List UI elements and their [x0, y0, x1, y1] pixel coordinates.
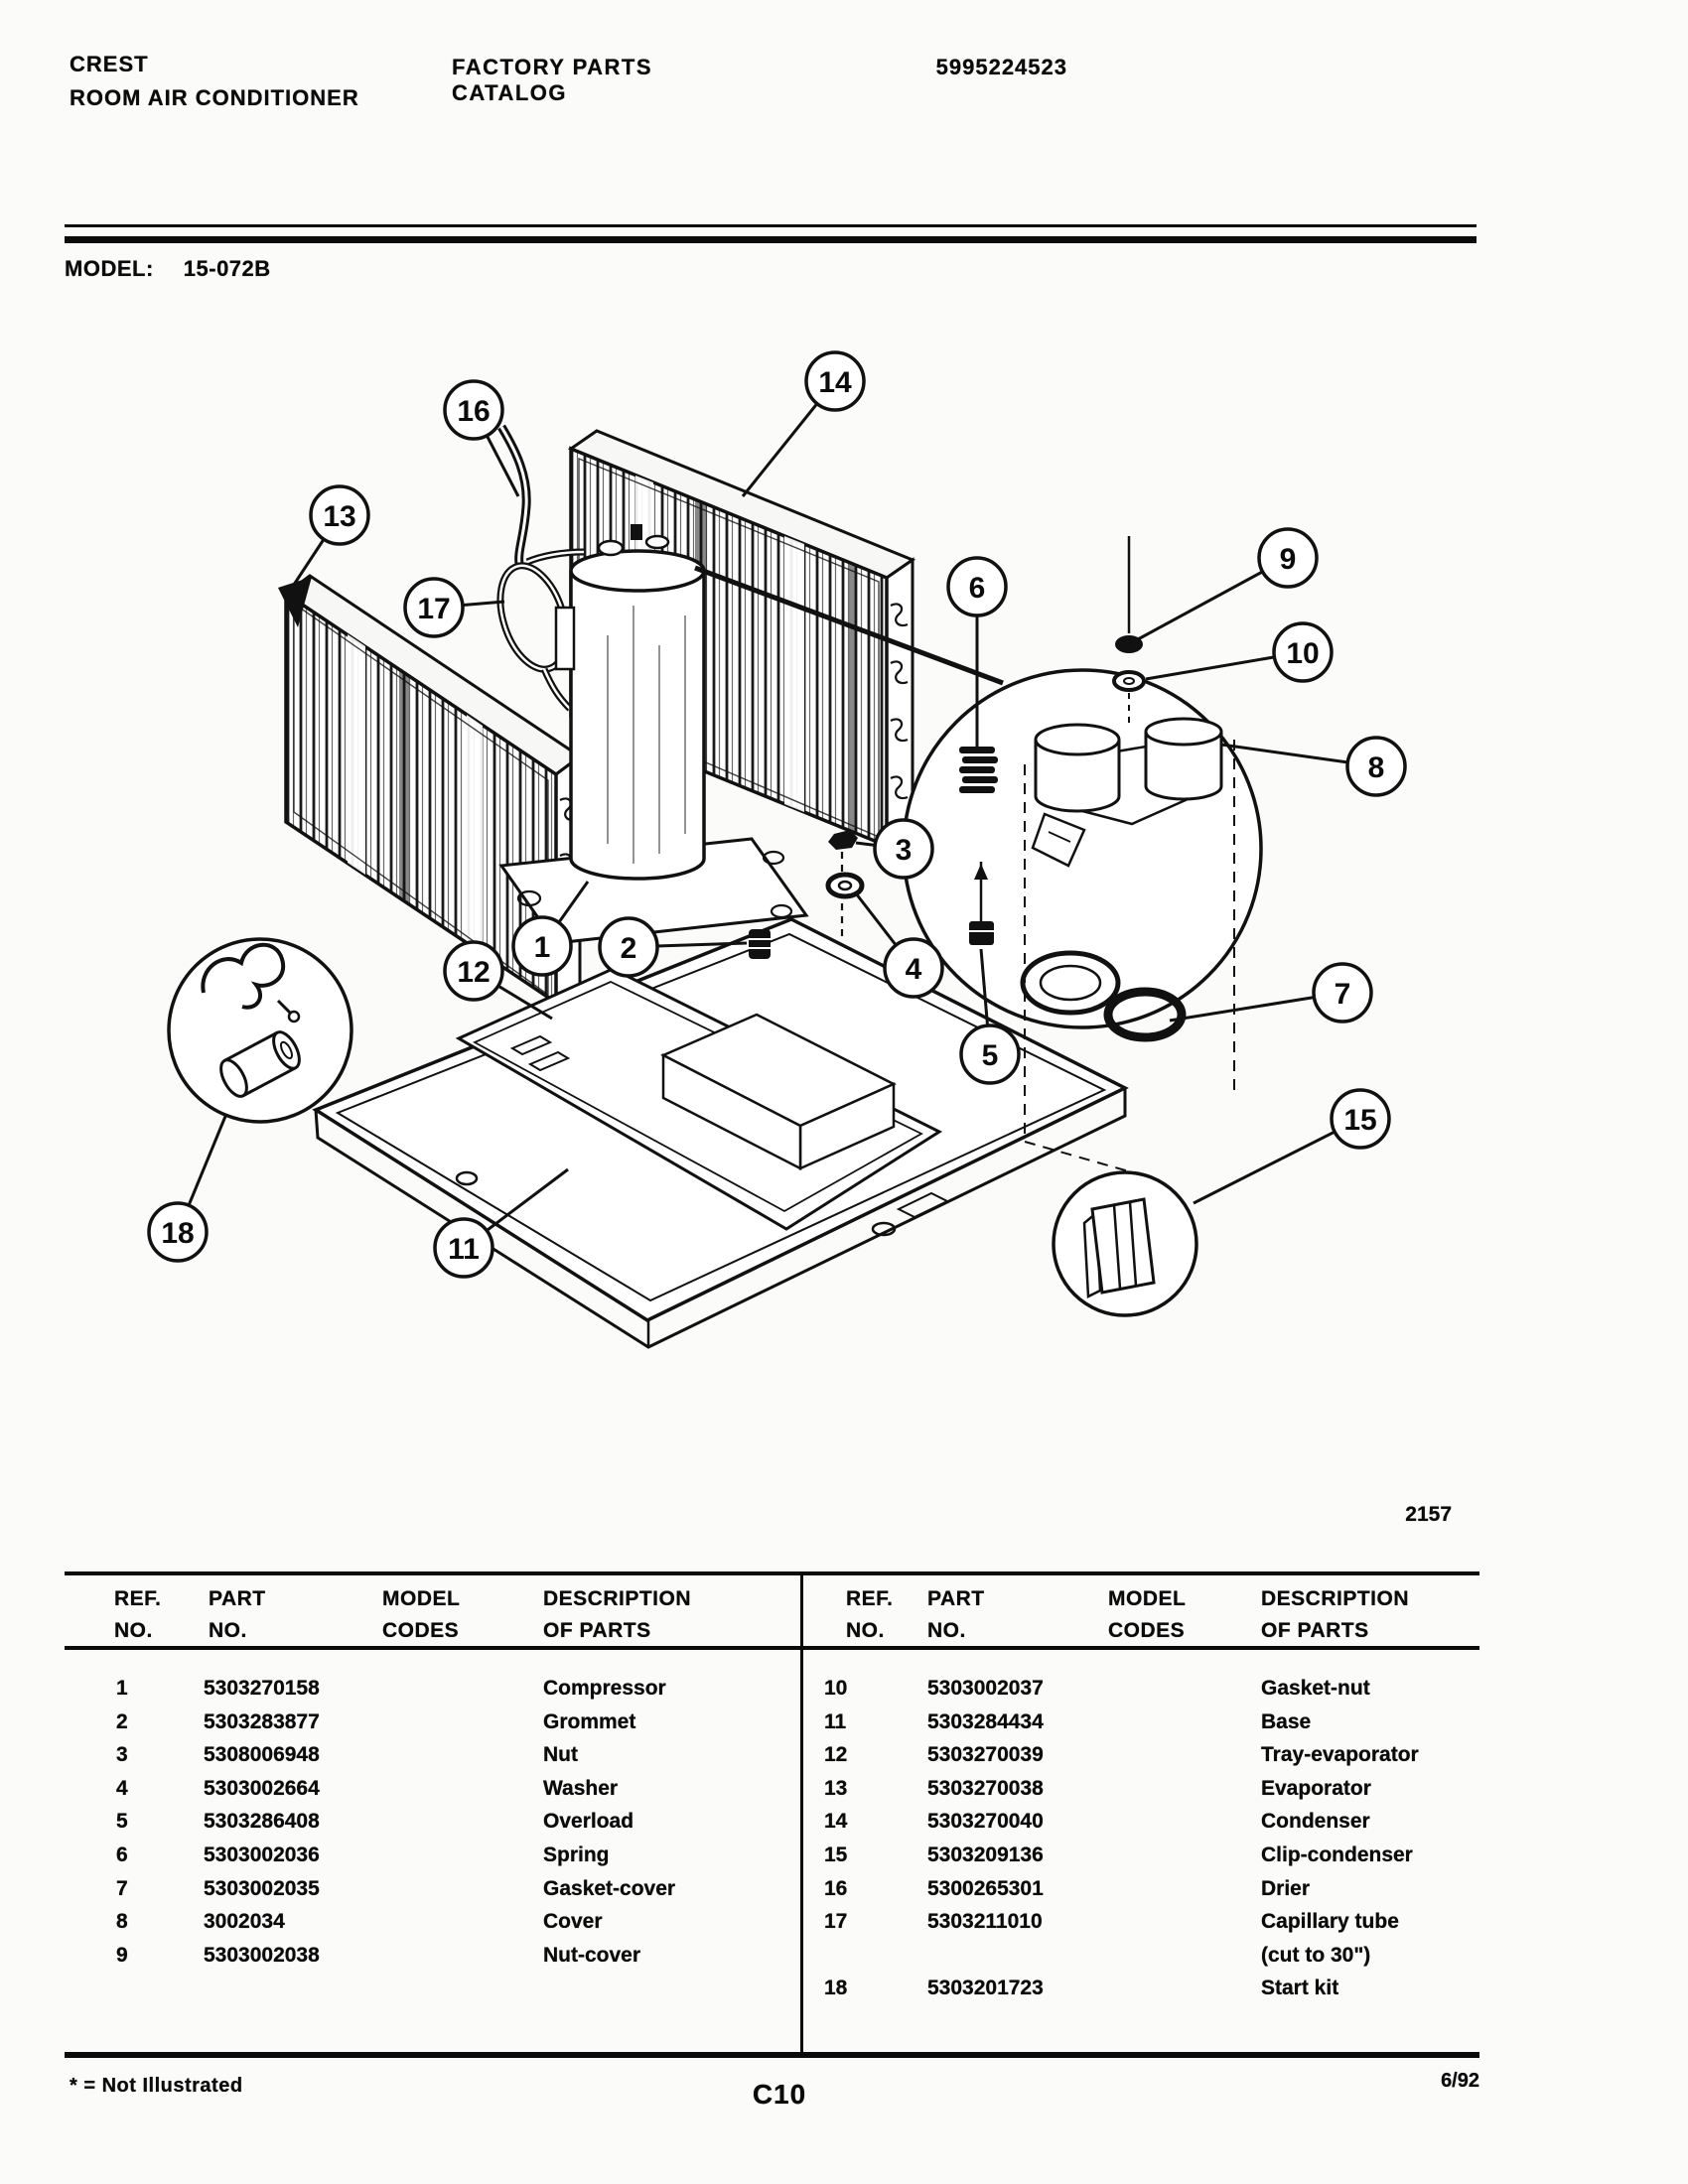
ref-cell: 2: [116, 1709, 128, 1733]
ref-cell: 7: [116, 1876, 128, 1900]
ref-cell: 6: [116, 1843, 128, 1866]
col-header-description2: OF PARTS: [1261, 1619, 1369, 1642]
page-title: FACTORY PARTS CATALOG: [452, 55, 653, 105]
ref-cell: 4: [116, 1776, 128, 1800]
parts-table: [65, 1571, 1479, 2058]
table-row: [65, 1743, 800, 1777]
callout-number: 15: [1343, 1104, 1377, 1137]
col-header-ref2: NO.: [846, 1619, 885, 1642]
start-kit-detail-circle: [169, 939, 352, 1122]
col-header-ref2: NO.: [114, 1619, 153, 1642]
callout-number: 1: [533, 931, 551, 964]
description-cell: Washer: [543, 1776, 619, 1800]
description-cell: Condenser: [1261, 1810, 1370, 1834]
model-label: MODEL:: [65, 256, 154, 281]
callout-number: 2: [620, 932, 637, 965]
ref-cell: 12: [824, 1743, 848, 1767]
compressor-terminal: [646, 536, 668, 548]
description-cell: Spring: [543, 1843, 610, 1866]
col-header-description: DESCRIPTION: [1261, 1587, 1410, 1610]
description-cell: Drier: [1261, 1876, 1311, 1900]
description-cell: Capillary tube: [1261, 1910, 1399, 1934]
callout-number: 8: [1367, 751, 1385, 784]
table-row: [65, 1877, 800, 1911]
callout-number: 4: [905, 953, 922, 986]
part-number-cell: 5303201723: [927, 1977, 1044, 2000]
table-row: [800, 1710, 1479, 1744]
description-cell: Tray-evaporator: [1261, 1743, 1419, 1767]
description-cell: Gasket-nut: [1261, 1677, 1370, 1700]
condenser-clip-detail: [1084, 1199, 1154, 1297]
col-header-description: DESCRIPTION: [543, 1587, 692, 1610]
description-cell: Start kit: [1261, 1977, 1339, 2000]
ref-cell: 13: [824, 1776, 848, 1800]
compressor-fitting: [631, 524, 642, 540]
ref-cell: 14: [824, 1810, 848, 1834]
part-number-cell: 5303209136: [927, 1843, 1044, 1866]
brand-product-line: ROOM AIR CONDITIONER: [70, 85, 359, 110]
col-header-part: PART: [209, 1587, 266, 1610]
col-header-description2: OF PARTS: [543, 1619, 651, 1642]
callout-number: 10: [1286, 637, 1320, 670]
table-row: [800, 1910, 1479, 1944]
part-number-cell: 5308006948: [204, 1743, 320, 1767]
table-row: [65, 1677, 800, 1710]
callout-number: 5: [981, 1039, 999, 1072]
callout-number: 3: [895, 834, 913, 867]
gasket-nut: [1114, 672, 1144, 690]
left-rows: [65, 1677, 800, 2044]
ref-cell: 8: [116, 1910, 128, 1934]
table-row: [65, 1944, 800, 1978]
description-cell: Nut-cover: [543, 1943, 641, 1967]
parts-table-right: [800, 1575, 1479, 2052]
table-row: [800, 1810, 1479, 1843]
col-header-model2: CODES: [1108, 1619, 1186, 1642]
publication-number: 5995224523: [935, 55, 1067, 79]
part-number-cell: 5300265301: [927, 1876, 1044, 1900]
callout-13: [288, 486, 368, 594]
date-code: 6/92: [1441, 2070, 1479, 2092]
part-number-cell: 5303270039: [927, 1743, 1044, 1767]
callout-number: 7: [1334, 978, 1351, 1011]
table-row: [800, 1843, 1479, 1877]
callout-number: 9: [1279, 543, 1297, 576]
ref-cell: 3: [116, 1743, 128, 1767]
part-number-cell: 5303270038: [927, 1776, 1044, 1800]
ref-cell: 17: [824, 1910, 848, 1934]
description-cell: Cover: [543, 1910, 603, 1934]
description-cell: Overload: [543, 1810, 634, 1834]
right-rows: [800, 1677, 1479, 2044]
grommet: [749, 929, 771, 959]
part-number-cell: 5303270158: [204, 1677, 320, 1700]
callout-18: [149, 1114, 226, 1261]
table-row: [800, 1777, 1479, 1811]
table-row: [800, 1677, 1479, 1710]
table-row: [800, 1977, 1479, 2010]
part-number-cell: 5303002664: [204, 1776, 320, 1800]
table-row: [65, 1710, 800, 1744]
drier: [501, 427, 526, 564]
callout-number: 14: [818, 366, 852, 399]
col-header-model2: CODES: [382, 1619, 460, 1642]
part-number-cell: 5303002037: [927, 1677, 1044, 1700]
table-row: [65, 1910, 800, 1944]
ref-cell: 15: [824, 1843, 848, 1866]
callout-number: 12: [457, 956, 491, 989]
description-cell: Compressor: [543, 1677, 666, 1700]
callout-number: 11: [448, 1233, 480, 1266]
col-header-part: PART: [927, 1587, 985, 1610]
col-header-part2: NO.: [927, 1619, 966, 1642]
callout-number: 18: [161, 1217, 195, 1250]
not-illustrated-note: * = Not Illustrated: [70, 2075, 243, 2097]
description-cell: Clip-condenser: [1261, 1843, 1413, 1866]
description-cell: Grommet: [543, 1709, 636, 1733]
table-row: [65, 1777, 800, 1811]
callout-14: [743, 352, 864, 496]
brand-name: CREST: [70, 52, 149, 76]
callout-number: 17: [417, 593, 451, 625]
part-number-cell: 5303002035: [204, 1876, 320, 1900]
callout-15: [1194, 1090, 1389, 1203]
model-value: 15-072B: [183, 256, 271, 281]
compressor-terminal: [599, 541, 623, 555]
callout-number: 6: [968, 572, 986, 605]
part-number-cell: 5303286408: [204, 1810, 320, 1834]
page-code: C10: [752, 2079, 807, 2110]
part-number-cell: 5303002036: [204, 1843, 320, 1866]
ref-cell: 18: [824, 1977, 848, 2000]
table-row: [800, 1877, 1479, 1911]
part-number-cell: 5303270040: [927, 1810, 1044, 1834]
part-number-cell: 5303002038: [204, 1943, 320, 1967]
part-number-cell: 3002034: [204, 1910, 285, 1934]
parts-table-left: [65, 1575, 800, 2052]
ref-cell: 16: [824, 1876, 848, 1900]
callout-9: [1138, 529, 1317, 639]
figure-number: 2157: [1405, 1503, 1452, 1526]
table-row: [800, 1944, 1479, 1978]
ref-cell: 1: [116, 1677, 128, 1700]
callout-number: 16: [457, 395, 491, 428]
col-header-model: MODEL: [382, 1587, 461, 1610]
col-header-ref: REF.: [846, 1587, 894, 1610]
table-row: [65, 1843, 800, 1877]
callout-number: 13: [323, 500, 356, 533]
col-header-model: MODEL: [1108, 1587, 1187, 1610]
part-number-cell: 5303283877: [204, 1709, 320, 1733]
ref-cell: 10: [824, 1677, 848, 1700]
callout-17: [405, 579, 504, 636]
description-cell: Gasket-cover: [543, 1876, 676, 1900]
ref-cell: 9: [116, 1943, 128, 1967]
compressor-clamp: [556, 608, 574, 669]
table-row: [65, 1810, 800, 1843]
description-cell: Evaporator: [1261, 1776, 1371, 1800]
ref-cell: 11: [824, 1709, 847, 1733]
callout-10: [1146, 623, 1332, 681]
part-number-cell: 5303211010: [927, 1910, 1043, 1934]
part-number-cell: 5303284434: [927, 1709, 1044, 1733]
description-cell: Base: [1261, 1709, 1312, 1733]
ref-cell: 5: [116, 1810, 128, 1834]
table-row: [800, 1743, 1479, 1777]
col-header-part2: NO.: [209, 1619, 247, 1642]
col-header-ref: REF.: [114, 1587, 162, 1610]
description-cell: Nut: [543, 1743, 578, 1767]
description-cell: (cut to 30"): [1261, 1943, 1371, 1967]
